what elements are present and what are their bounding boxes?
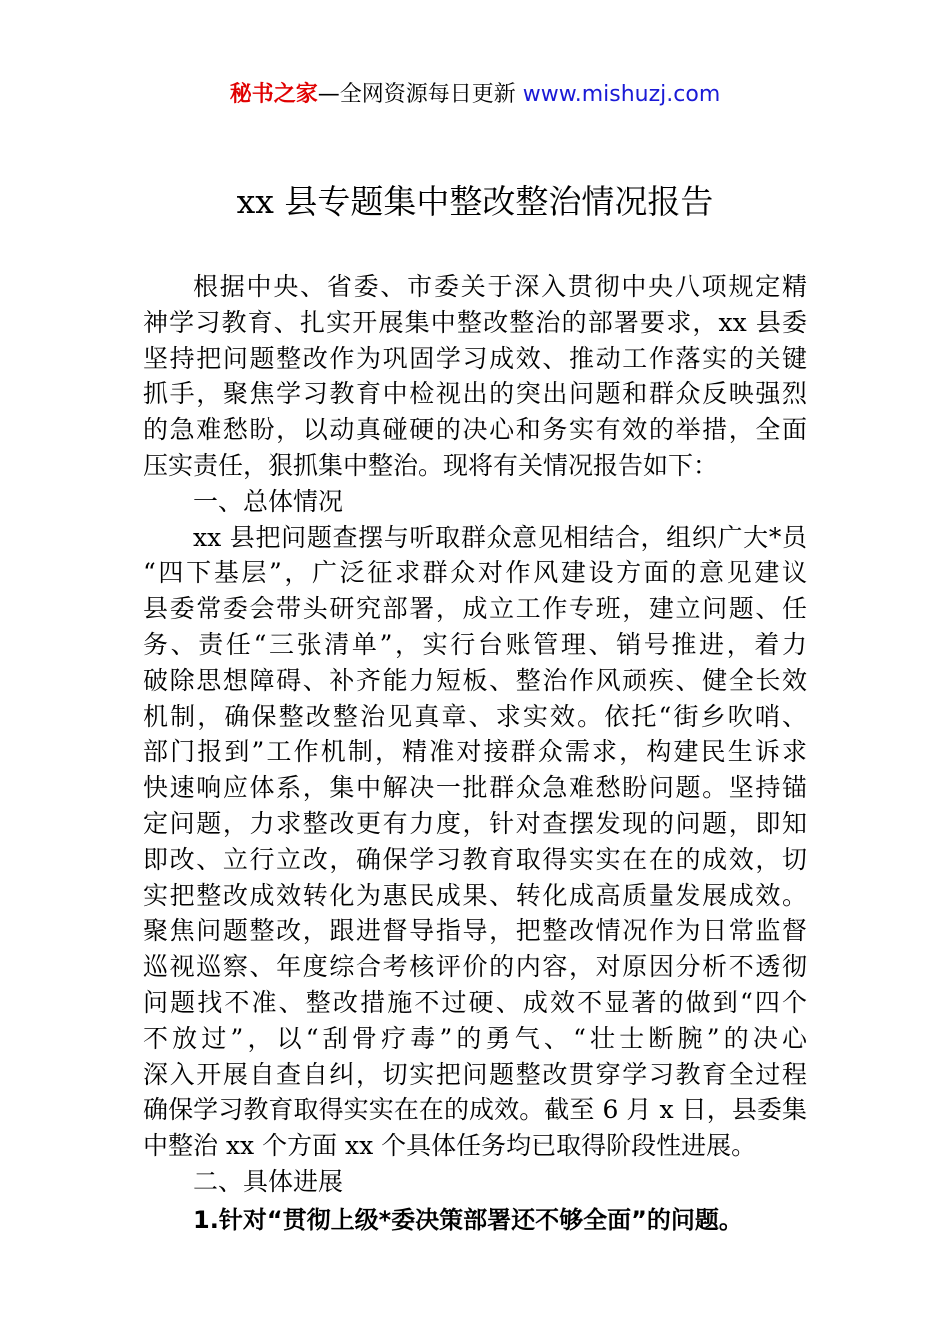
text-line: xx 县把问题查摆与听取群众意见相结合，组织广大*员 [193, 522, 807, 552]
subsection-heading-1: 1.针对“贯彻上级*委决策部署还不够全面”的问题。 [193, 1205, 743, 1234]
text-line: 实把整改成效转化为惠民成果、转化成高质量发展成效。 [143, 880, 807, 910]
site-header [0, 80, 950, 110]
text-line: 抓手，聚焦学习教育中检视出的突出问题和群众反映强烈 [143, 379, 807, 409]
site-brand: 秘书之家 [229, 82, 318, 107]
text-line: 的急难愁盼，以动真碰硬的决心和务实有效的举措，全面 [143, 415, 807, 445]
text-line: 中整治 xx 个方面 xx 个具体任务均已取得阶段性进展。 [143, 1131, 757, 1161]
site-tagline: —全网资源每日更新 [317, 82, 523, 107]
text-line: 巡视巡察、年度综合考核评价的内容，对原因分析不透彻 [143, 952, 807, 982]
site-url-link[interactable]: www.mishuzj.com [522, 82, 721, 107]
text-line: 县委常委会带头研究部署，成立工作专班，建立问题、任 [143, 594, 807, 624]
text-line: 压实责任，狠抓集中整治。现将有关情况报告如下： [143, 450, 719, 480]
paragraph-overview [143, 520, 807, 1164]
document-title: xx 县专题集中整改整治情况报告 [236, 182, 714, 221]
text-line: 即改、立行立改，确保学习教育取得实实在在的成效，切 [143, 844, 807, 874]
text-line: 深入开展自查自纠，切实把问题整改贯穿学习教育全过程 [143, 1059, 807, 1089]
text-line: 确保学习教育取得实实在在的成效。截至 6 月 x 日，县委集 [143, 1095, 807, 1125]
document-body [143, 269, 807, 1240]
section-heading-overview: 一、总体情况 [193, 486, 344, 516]
section-heading-progress: 二、具体进展 [193, 1166, 344, 1196]
text-line: 神学习教育、扎实开展集中整改整治的部署要求，xx 县委 [143, 307, 807, 337]
text-line: 务、责任“三张清单”，实行台账管理、销号推进，着力 [143, 629, 807, 659]
text-line: 破除思想障碍、补齐能力短板、整治作风顽疾、健全长效 [143, 665, 807, 695]
text-line: 定问题，力求整改更有力度，针对查摆发现的问题，即知 [143, 808, 807, 838]
text-line: 问题找不准、整改措施不过硬、成效不显著的做到“四个 [143, 987, 807, 1017]
text-line: 机制，确保整改整治见真章、求实效。依托“街乡吹哨、 [143, 701, 807, 731]
text-line: 坚持把问题整改作为巩固学习成效、推动工作落实的关键 [143, 343, 807, 373]
text-line: “四下基层”，广泛征求群众对作风建设方面的意见建议 [143, 558, 807, 588]
text-line: 快速响应体系，集中解决一批群众急难愁盼问题。坚持锚 [143, 773, 807, 803]
text-line: 部门报到”工作机制，精准对接群众需求，构建民生诉求 [143, 737, 807, 767]
paragraph-intro [143, 269, 807, 484]
text-line: 根据中央、省委、市委关于深入贯彻中央八项规定精 [193, 272, 807, 301]
text-line: 聚焦问题整改，跟进督导指导，把整改情况作为日常监督 [143, 916, 807, 946]
text-line: 不放过”，以“刮骨疗毒”的勇气、“壮士断腕”的决心 [143, 1023, 807, 1053]
